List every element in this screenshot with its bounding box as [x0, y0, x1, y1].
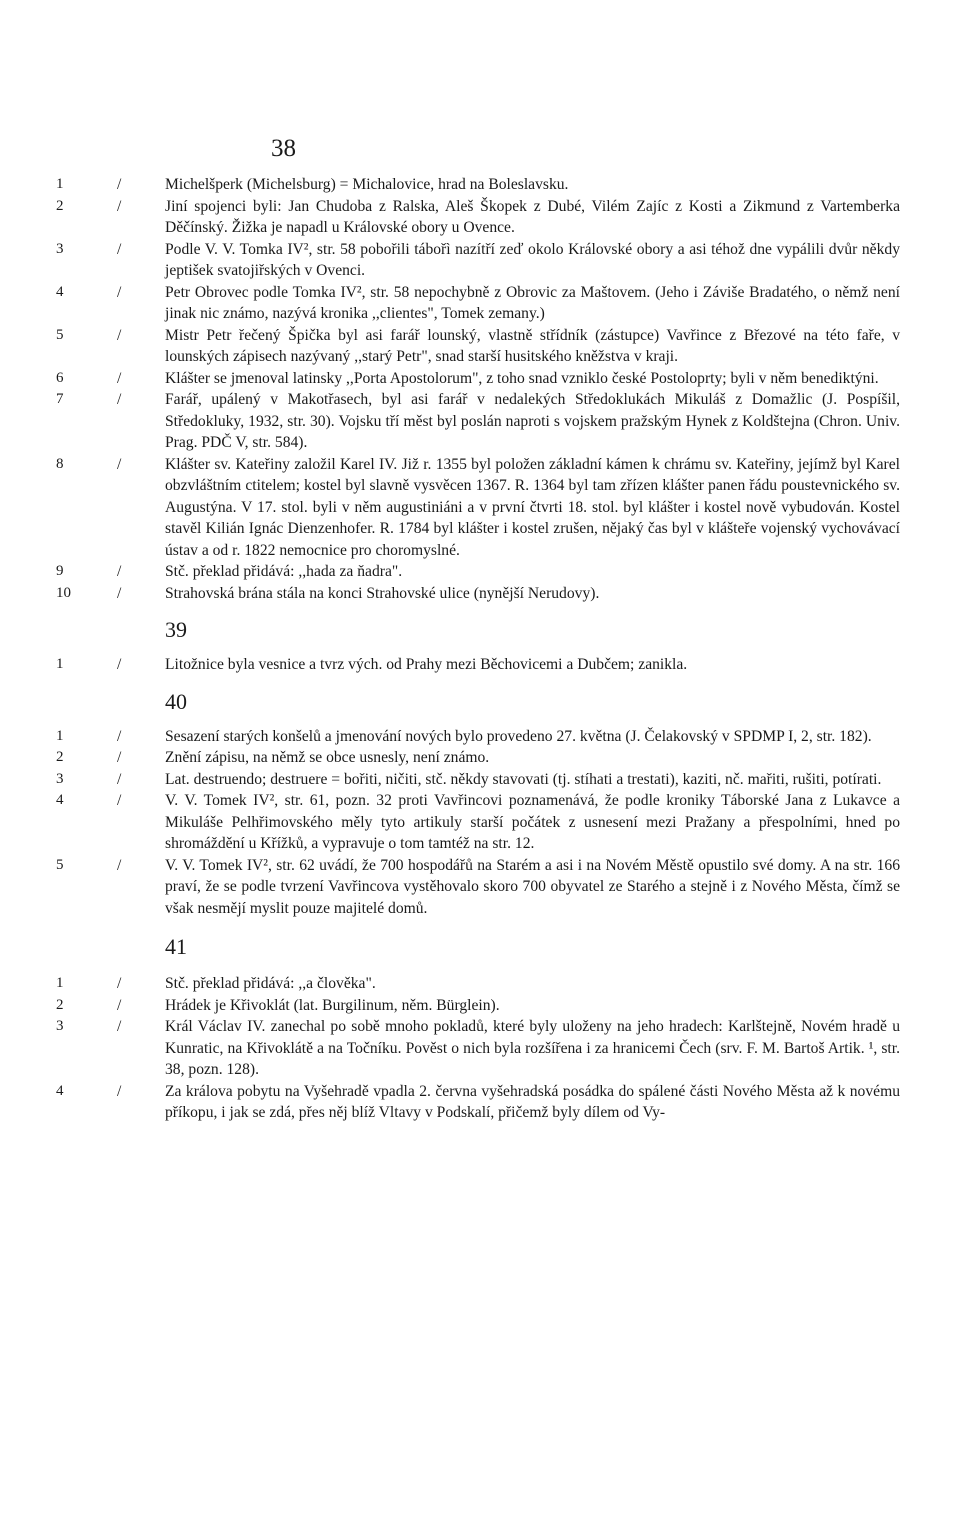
footnote-text: Klášter se jmenoval latinsky ,,Porta Apostolorum", z toho snad vzniklo české Postoloprty; byli v něm benediktýni.: [165, 369, 879, 387]
section-heading: 39: [165, 617, 187, 642]
footnote-number: 1: [56, 176, 64, 192]
footnote-text: Petr Obrovec podle Tomka IV², str. 58 nepochybně z Obrovic za Maštovem. (Jeho i Záviše Bradatého, o němž není jinak nic známo, nazývá kronika ,,clientes", Tomek zemany.): [165, 283, 900, 322]
footnote-number: 10: [56, 584, 71, 601]
footnote-number: 3: [56, 770, 64, 787]
footnote-separator: /: [117, 1082, 122, 1100]
footnote-number: 5: [56, 856, 64, 873]
section-heading: 41: [165, 934, 187, 959]
notes-container: [0, 174, 960, 1124]
footnote-text: Jiní spojenci byli: Jan Chudoba z Ralska, Aleš Škopek z Dubé, Vilém Zajíc z Kosti a Zikmund z Vartemberka Děčínský. Žižka je napadl u Královské obory u Ovence.: [165, 197, 900, 236]
footnote-number: 4: [56, 283, 64, 300]
footnote-separator: /: [117, 770, 122, 788]
footnote-separator: /: [117, 455, 122, 473]
footnote-number: 1: [56, 656, 64, 672]
footnote-number: 2: [56, 749, 64, 765]
footnote-row: [0, 196, 960, 239]
footnote-row: [0, 726, 960, 748]
footnote-number: 3: [56, 240, 64, 257]
page-number: 38: [271, 135, 296, 162]
footnote-row: [0, 973, 960, 995]
footnote-separator: /: [117, 563, 122, 580]
footnote-separator: /: [117, 749, 122, 766]
footnote-row: [0, 769, 960, 791]
footnote-number: 9: [56, 563, 64, 579]
footnote-row: [0, 389, 960, 454]
footnote-text: Mistr Petr řečený Špička byl asi farář lounský, vlastně střídník (zástupce) Vavřince z Březové na této faře, v lounských zápisech nazývaný ,,starý Petr", snad starší husitského kněžstva v kraji.: [165, 326, 900, 365]
footnote-separator: /: [117, 975, 122, 992]
footnote-text: Strahovská brána stála na konci Strahovské ulice (nynější Nerudovy).: [165, 584, 600, 602]
footnote-separator: /: [117, 727, 122, 745]
footnote-text: Král Václav IV. zanechal po sobě mnoho pokladů, které byly uloženy na jeho hradech: Karlštejně, Novém hradě u Kunratic, na Křivoklátě a na Točníku. Pověst o nich byla rozšířena i za hranicemi Čech (srv. F. M. Bartoš Artik. ¹, str. 38, pozn. 128).: [165, 1018, 900, 1078]
footnote-number: 1: [56, 975, 64, 991]
footnote-row: [0, 1081, 960, 1124]
footnote-number: 7: [56, 391, 64, 407]
footnote-separator: /: [117, 176, 122, 193]
footnote-row: [0, 747, 960, 769]
footnote-number: 5: [56, 326, 64, 343]
footnote-separator: /: [117, 240, 122, 258]
note-section: [0, 174, 960, 604]
footnote-separator: /: [117, 1018, 122, 1035]
footnote-separator: /: [117, 856, 122, 874]
footnote-row: [0, 654, 960, 676]
section-heading: 40: [165, 688, 187, 714]
footnote-row: [0, 855, 960, 920]
footnote-text: Michelšperk (Michelsburg) = Michalovice, hrad na Boleslavsku.: [165, 176, 569, 193]
footnote-row: [0, 790, 960, 855]
footnote-row: [0, 282, 960, 325]
footnote-number: 4: [56, 1082, 64, 1099]
footnote-text: V. V. Tomek IV², str. 62 uvádí, že 700 hospodářů na Starém a asi i na Novém Městě opustilo své domy. A na str. 166 praví, že se podle tvrzení Vavřincova vystěhovalo skoro 700 obyvatel ze Starého a stejně i z Nového Města, čímž se však nesmějí myslit pouze majitelé domů.: [165, 856, 900, 917]
footnote-separator: /: [117, 369, 122, 387]
footnote-text: Litožnice byla vesnice a tvrz vých. od Prahy mezi Běchovicemi a Dubčem; zanikla.: [165, 656, 688, 673]
footnote-separator: /: [117, 326, 122, 344]
footnote-text: V. V. Tomek IV², str. 61, pozn. 32 proti Vavřincovi poznamenává, že podle kroniky Táborské Jana z Lukavce a Mikuláše Pelhřimovského měly tyto artikuly starší počátek z usnesení mezi Pražany a přespolními, hned po shromáždění u Křížků, a vypravuje o tom tamtéž na str. 12.: [165, 792, 900, 852]
footnote-row: [0, 174, 960, 196]
footnote-separator: /: [117, 996, 122, 1014]
footnote-number: 4: [56, 792, 64, 808]
note-section: [0, 933, 960, 1124]
footnote-text: Sesazení starých konšelů a jmenování nových bylo provedeno 27. května (J. Čelakovský v SPDMP I, 2, str. 182).: [165, 727, 872, 745]
footnote-number: 2: [56, 197, 64, 214]
footnote-row: [0, 1016, 960, 1081]
footnote-text: Podle V. V. Tomka IV², str. 58 pobořili tábořì nazítří zeď okolo Královské obory a asi téhož dne vypálili dvůr někdy jeptišek svatojiřských v Ovenci.: [165, 240, 900, 279]
footnote-row: [0, 325, 960, 368]
footnote-number: 8: [56, 455, 64, 472]
footnote-separator: /: [117, 197, 122, 215]
footnote-number: 2: [56, 996, 64, 1013]
footnote-text: Klášter sv. Kateřiny založil Karel IV. Již r. 1355 byl položen základní kámen k chrámu sv. Kateřiny, jejímž byl Karel obzvláštním ctitelem; kostel byl slavně vysvěcen 1367. R. 1364 byl tam zřízen klášter panen řádu poustevnického sv. Augustýna. V 17. stol. byli v něm augustiniáni a v první čtvrti 18. stol. byl klášter i kostel nově vybudován. Kostel stavěl Kilián Ignác Dienzenhofer. R. 1784 byl klášter i kostel zrušen, nějaký čas byl v klášteře vojenský vychovávací ústav a od r. 1822 nemocnice pro choromyslné.: [165, 455, 900, 559]
footnote-text: Znění zápisu, na němž se obce usnesly, není známo.: [165, 749, 490, 766]
footnote-number: 6: [56, 369, 64, 386]
footnote-row: [0, 239, 960, 282]
footnote-text: Za králova pobytu na Vyšehradě vpadla 2. června vyšehradská posádka do spálené části Nového Města až k novému příkopu, i jak se zdá, přes něj blíž Vltavy v Podskalí, přičemž byly dílem od Vy-: [165, 1082, 900, 1121]
footnote-text: Stč. překlad přidává: ,,a člověka".: [165, 975, 376, 992]
footnote-separator: /: [117, 584, 122, 602]
footnote-separator: /: [117, 283, 122, 301]
footnote-number: 3: [56, 1018, 64, 1034]
footnote-number: 1: [56, 727, 64, 744]
footnote-separator: /: [117, 656, 122, 673]
footnote-separator: /: [117, 792, 122, 809]
footnote-row: [0, 368, 960, 390]
footnote-row: [0, 561, 960, 583]
footnote-row: [0, 583, 960, 605]
footnote-text: Farář, upálený v Makotřasech, byl asi farář v nedalekých Středoklukách Mikuláš z Domažlic (J. Pospíšil, Středokluky, 1932, str. 30). Vojsku tří měst byl poslán naproti s vojskem pražským Hynek z Koldštejna (Chron. Univ. Prag. PDČ V, str. 584).: [165, 391, 900, 451]
note-section: [0, 616, 960, 676]
footnote-text: Lat. destruendo; destruere = bořiti, ničiti, stč. někdy stavovati (tj. stíhati a trestati), kaziti, nč. mařiti, rušiti, potírati.: [165, 770, 882, 788]
footnote-text: Hrádek je Křivoklát (lat. Burgilinum, něm. Bürglein).: [165, 996, 500, 1014]
footnote-text: Stč. překlad přidává: ,,hada za ňadra".: [165, 563, 403, 580]
footnote-separator: /: [117, 391, 122, 408]
note-section: [0, 688, 960, 920]
footnote-row: [0, 454, 960, 562]
footnote-row: [0, 995, 960, 1017]
